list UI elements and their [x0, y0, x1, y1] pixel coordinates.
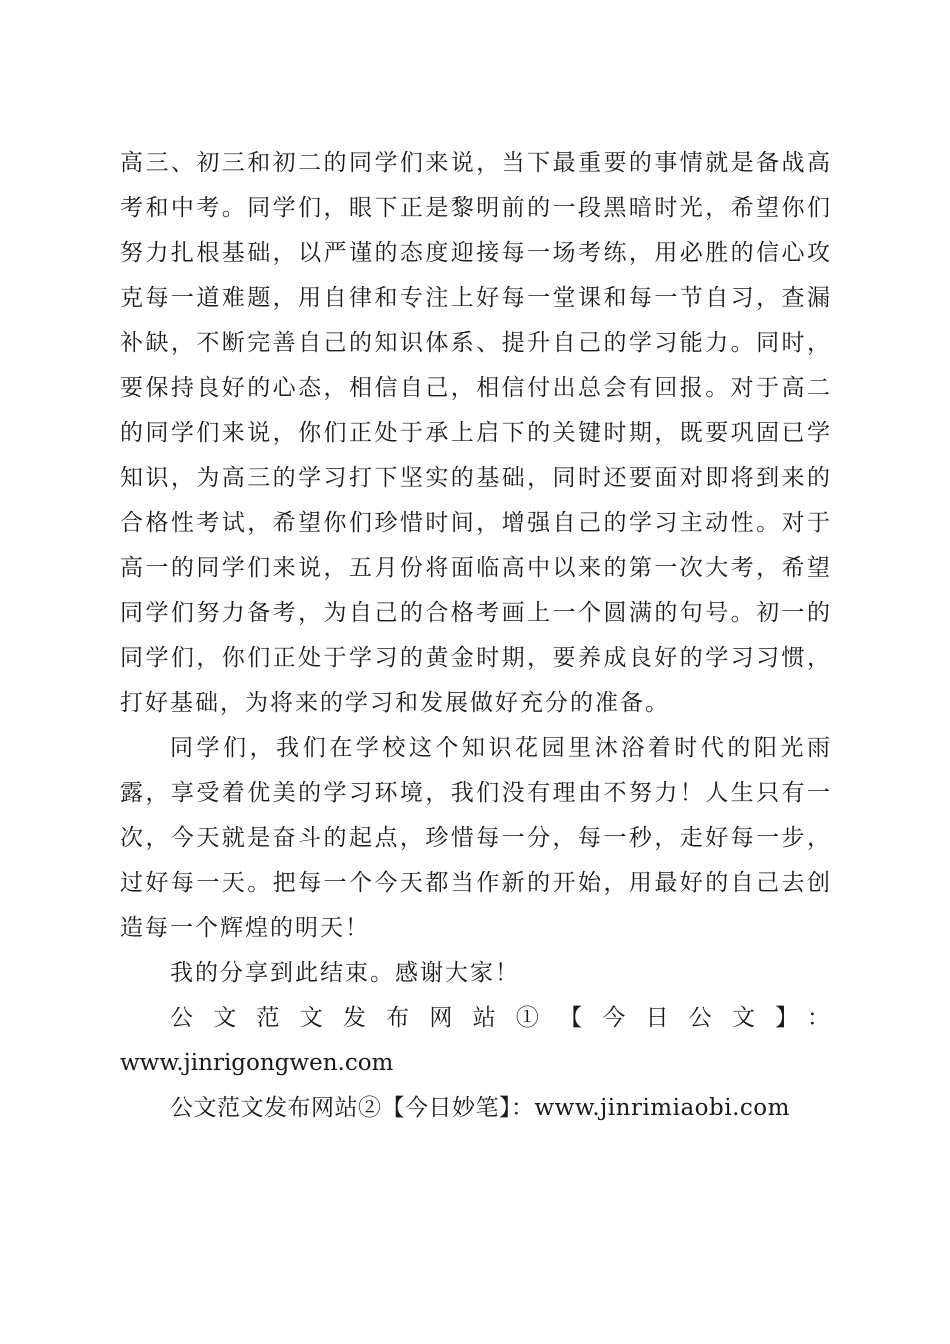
footer-site1-label: 公文范文发布网站①【今日公文】：	[170, 1005, 832, 1031]
paragraph-closing: 我的分享到此结束。感谢大家！	[170, 960, 520, 986]
document-body	[120, 141, 832, 1131]
footer-site2: 公文范文发布网站②【今日妙笔】：www.jinrimiaobi.com	[170, 1095, 790, 1121]
footer-site1-url: www.jinrigongwen.com	[120, 1050, 394, 1076]
paragraph-continuation: 高三、初三和初二的同学们来说，当下最重要的事情就是备战高考和中考。同学们，眼下正是黎明前的一段黑暗时光，希望你们努力扎根基础，以严谨的态度迎接每一场考练，用必胜的信心攻克每一道难题，用自律和专注上好每一堂课和每一节自习，查漏补缺，不断完善自己的知识体系、提升自己的学习能力。同时，要保持良好的心态，相信自己，相信付出总会有回报。对于高二的同学们来说，你们正处于承上启下的关键时期，既要巩固已学知识，为高三的学习打下坚实的基础，同时还要面对即将到来的合格性考试，希望你们珍惜时间，增强自己的学习主动性。对于高一的同学们来说，五月份将面临高中以来的第一次大考，希望同学们努力备考，为自己的合格考画上一个圆满的句号。初一的同学们，你们正处于学习的黄金时期，要养成良好的学习习惯，打好基础，为将来的学习和发展做好充分的准备。	[120, 150, 832, 716]
paragraph-encouragement: 同学们，我们在学校这个知识花园里沐浴着时代的阳光雨露，享受着优美的学习环境，我们没有理由不努力！人生只有一次，今天就是奋斗的起点，珍惜每一分，每一秒，走好每一步，过好每一天。把每一个今天都当作新的开始，用最好的自己去创造每一个辉煌的明天！	[120, 735, 832, 941]
